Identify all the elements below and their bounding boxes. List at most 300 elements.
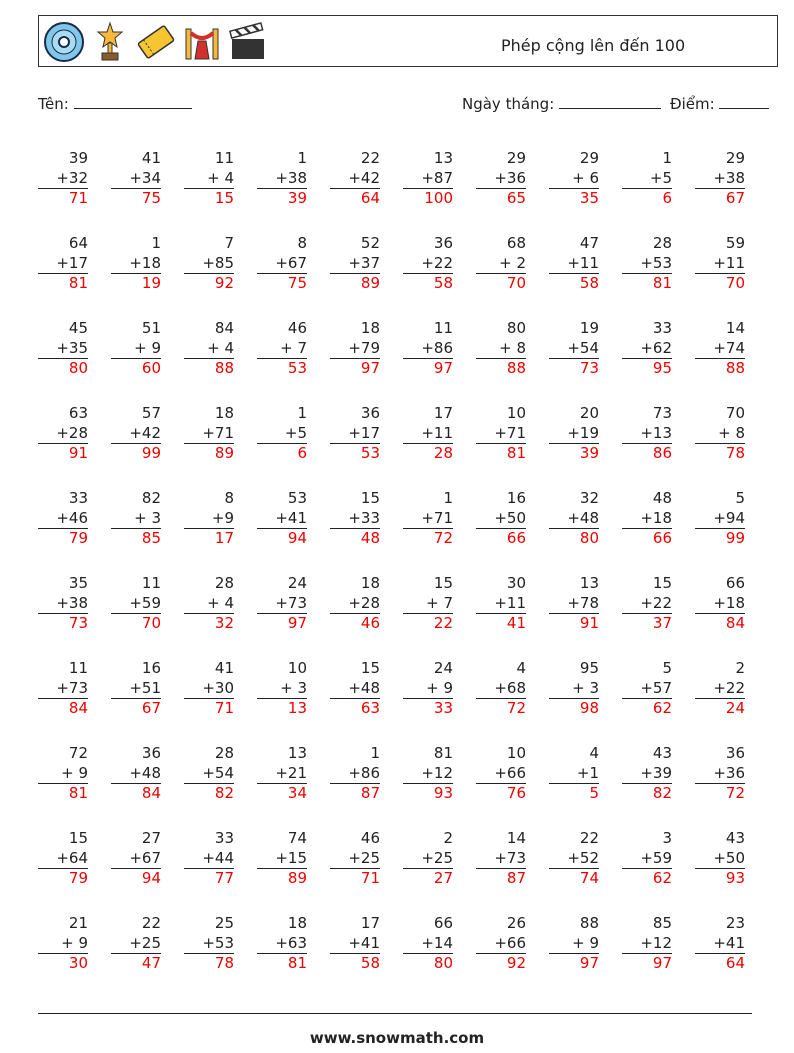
addition-problem [330, 319, 380, 379]
addition-problem [549, 744, 599, 804]
top-addend: 36 [137, 744, 161, 762]
problem-row [38, 319, 762, 404]
answer: 89 [283, 869, 307, 887]
addition-problem [403, 489, 453, 549]
bottom-addend: + 9 [403, 679, 453, 700]
bottom-addend: +54 [549, 339, 599, 360]
top-addend: 13 [575, 574, 599, 592]
addition-problem [549, 404, 599, 464]
addition-problem [695, 489, 745, 549]
top-addend: 66 [429, 914, 453, 932]
addition-problem [549, 489, 599, 549]
top-addend: 5 [652, 659, 672, 677]
bottom-addend: +25 [403, 849, 453, 870]
score-field [670, 94, 769, 113]
top-addend: 28 [210, 574, 234, 592]
top-addend: 52 [356, 234, 380, 252]
addition-problem [622, 914, 672, 974]
bottom-addend: +36 [695, 764, 745, 785]
addition-problem [403, 234, 453, 294]
addition-problem [111, 574, 161, 634]
addition-problem [695, 404, 745, 464]
addition-problem [622, 404, 672, 464]
addition-problem [38, 319, 88, 379]
top-addend: 46 [356, 829, 380, 847]
answer: 97 [648, 954, 672, 972]
bottom-addend: +79 [330, 339, 380, 360]
answer: 92 [210, 274, 234, 292]
top-addend: 64 [64, 234, 88, 252]
addition-problem [257, 489, 307, 549]
addition-problem [257, 234, 307, 294]
addition-problem [111, 914, 161, 974]
bottom-addend: +42 [330, 169, 380, 190]
addition-problem [257, 404, 307, 464]
answer: 95 [648, 359, 672, 377]
bottom-addend: +12 [622, 934, 672, 955]
answer: 64 [721, 954, 745, 972]
bottom-addend: +51 [111, 679, 161, 700]
answer: 67 [721, 189, 745, 207]
bottom-addend: +57 [622, 679, 672, 700]
answer: 84 [137, 784, 161, 802]
top-addend: 41 [137, 149, 161, 167]
top-addend: 15 [64, 829, 88, 847]
bottom-addend: + 9 [549, 934, 599, 955]
addition-problem [622, 234, 672, 294]
top-addend: 17 [429, 404, 453, 422]
top-addend: 88 [575, 914, 599, 932]
answer: 17 [210, 529, 234, 547]
answer: 73 [64, 614, 88, 632]
answer: 58 [429, 274, 453, 292]
answer: 92 [502, 954, 526, 972]
answer: 67 [137, 699, 161, 717]
addition-problem [330, 829, 380, 889]
top-addend: 84 [210, 319, 234, 337]
top-addend: 33 [64, 489, 88, 507]
name-label: Tên: [38, 95, 69, 113]
top-addend: 24 [283, 574, 307, 592]
bottom-addend: + 8 [695, 424, 745, 445]
top-addend: 41 [210, 659, 234, 677]
addition-problem [476, 659, 526, 719]
date-blank [559, 94, 661, 109]
addition-problem [549, 659, 599, 719]
top-addend: 27 [137, 829, 161, 847]
bottom-addend: +94 [695, 509, 745, 530]
problem-row [38, 149, 762, 234]
answer: 53 [356, 444, 380, 462]
answer: 88 [502, 359, 526, 377]
bottom-addend: + 4 [184, 169, 234, 190]
top-addend: 28 [210, 744, 234, 762]
addition-problem [330, 744, 380, 804]
footer-divider [38, 1013, 752, 1014]
top-addend: 11 [210, 149, 234, 167]
bottom-addend: +73 [257, 594, 307, 615]
addition-problem [38, 234, 88, 294]
bottom-addend: +18 [111, 254, 161, 275]
red-carpet-icon [181, 21, 223, 63]
bottom-addend: +28 [330, 594, 380, 615]
bottom-addend: +48 [111, 764, 161, 785]
top-addend: 1 [433, 489, 453, 507]
top-addend: 53 [283, 489, 307, 507]
bottom-addend: +22 [695, 679, 745, 700]
problem-row [38, 744, 762, 829]
bottom-addend: +33 [330, 509, 380, 530]
addition-problem [111, 744, 161, 804]
addition-problem [38, 744, 88, 804]
answer: 70 [502, 274, 526, 292]
bottom-addend: +15 [257, 849, 307, 870]
addition-problem [257, 914, 307, 974]
answer: 24 [721, 699, 745, 717]
answer: 89 [356, 274, 380, 292]
problem-row [38, 234, 762, 319]
answer: 13 [283, 699, 307, 717]
bottom-addend: +52 [549, 849, 599, 870]
addition-problem [184, 149, 234, 209]
problem-row [38, 574, 762, 659]
answer: 47 [137, 954, 161, 972]
top-addend: 28 [648, 234, 672, 252]
top-addend: 48 [648, 489, 672, 507]
bottom-addend: + 9 [38, 764, 88, 785]
addition-problem [38, 914, 88, 974]
addition-problem [38, 489, 88, 549]
addition-problem [111, 659, 161, 719]
top-addend: 70 [721, 404, 745, 422]
addition-problem [622, 149, 672, 209]
addition-problem [476, 149, 526, 209]
answer: 70 [137, 614, 161, 632]
top-addend: 4 [584, 744, 599, 762]
answer: 72 [721, 784, 745, 802]
top-addend: 16 [137, 659, 161, 677]
addition-problem [257, 319, 307, 379]
addition-problem [476, 829, 526, 889]
answer: 19 [137, 274, 161, 292]
top-addend: 63 [64, 404, 88, 422]
addition-problem [695, 914, 745, 974]
addition-problem [257, 149, 307, 209]
answer: 65 [502, 189, 526, 207]
bottom-addend: +59 [622, 849, 672, 870]
addition-problem [549, 829, 599, 889]
addition-problem [403, 914, 453, 974]
bottom-addend: +13 [622, 424, 672, 445]
top-addend: 30 [502, 574, 526, 592]
bottom-addend: + 3 [549, 679, 599, 700]
problem-row [38, 489, 762, 574]
bottom-addend: +48 [549, 509, 599, 530]
top-addend: 21 [64, 914, 88, 932]
top-addend: 11 [137, 574, 161, 592]
answer: 97 [429, 359, 453, 377]
bottom-addend: +67 [257, 254, 307, 275]
answer: 89 [210, 444, 234, 462]
top-addend: 32 [575, 489, 599, 507]
bottom-addend: +18 [695, 594, 745, 615]
bottom-addend: +78 [549, 594, 599, 615]
addition-problem [695, 659, 745, 719]
top-addend: 29 [721, 149, 745, 167]
answer: 33 [429, 699, 453, 717]
bottom-addend: +12 [403, 764, 453, 785]
bottom-addend: +74 [695, 339, 745, 360]
top-addend: 22 [575, 829, 599, 847]
answer: 35 [575, 189, 599, 207]
top-addend: 15 [356, 659, 380, 677]
top-addend: 17 [356, 914, 380, 932]
addition-problem [695, 319, 745, 379]
addition-problem [549, 149, 599, 209]
top-addend: 35 [64, 574, 88, 592]
answer: 91 [575, 614, 599, 632]
bottom-addend: + 2 [476, 254, 526, 275]
top-addend: 85 [648, 914, 672, 932]
cd-disc-icon [43, 21, 85, 63]
answer: 78 [721, 444, 745, 462]
addition-problem [257, 829, 307, 889]
bottom-addend: +54 [184, 764, 234, 785]
bottom-addend: +41 [330, 934, 380, 955]
bottom-addend: + 9 [111, 339, 161, 360]
addition-problem [476, 914, 526, 974]
answer: 34 [283, 784, 307, 802]
addition-problem [403, 149, 453, 209]
addition-problem [111, 829, 161, 889]
addition-problem [257, 744, 307, 804]
bottom-addend: + 7 [403, 594, 453, 615]
addition-problem [695, 574, 745, 634]
bottom-addend: +44 [184, 849, 234, 870]
top-addend: 43 [648, 744, 672, 762]
bottom-addend: +53 [184, 934, 234, 955]
top-addend: 24 [429, 659, 453, 677]
bottom-addend: +5 [257, 424, 307, 445]
bottom-addend: +39 [622, 764, 672, 785]
addition-problem [38, 574, 88, 634]
answer: 91 [64, 444, 88, 462]
top-addend: 16 [502, 489, 526, 507]
cinema-ticket-icon [135, 21, 177, 63]
addition-problem [111, 149, 161, 209]
header-box [38, 15, 778, 67]
answer: 66 [648, 529, 672, 547]
bottom-addend: + 9 [38, 934, 88, 955]
bottom-addend: +11 [476, 594, 526, 615]
bottom-addend: +85 [184, 254, 234, 275]
top-addend: 68 [502, 234, 526, 252]
top-addend: 33 [210, 829, 234, 847]
top-addend: 1 [287, 149, 307, 167]
bottom-addend: +17 [38, 254, 88, 275]
bottom-addend: +19 [549, 424, 599, 445]
top-addend: 11 [429, 319, 453, 337]
top-addend: 36 [429, 234, 453, 252]
addition-problem [38, 659, 88, 719]
answer: 81 [64, 784, 88, 802]
addition-problem [403, 404, 453, 464]
date-label: Ngày tháng: [462, 95, 555, 113]
top-addend: 22 [137, 914, 161, 932]
bottom-addend: +62 [622, 339, 672, 360]
bottom-addend: +18 [622, 509, 672, 530]
answer: 84 [64, 699, 88, 717]
top-addend: 11 [64, 659, 88, 677]
top-addend: 22 [356, 149, 380, 167]
top-addend: 14 [721, 319, 745, 337]
top-addend: 2 [725, 659, 745, 677]
top-addend: 81 [429, 744, 453, 762]
problem-row [38, 829, 762, 914]
answer: 32 [210, 614, 234, 632]
bottom-addend: +48 [330, 679, 380, 700]
bottom-addend: +37 [330, 254, 380, 275]
addition-problem [184, 234, 234, 294]
bottom-addend: +67 [111, 849, 161, 870]
addition-problem [184, 574, 234, 634]
answer: 76 [502, 784, 526, 802]
top-addend: 1 [657, 149, 672, 167]
addition-problem [330, 149, 380, 209]
top-addend: 2 [433, 829, 453, 847]
answer: 71 [64, 189, 88, 207]
bottom-addend: +14 [403, 934, 453, 955]
answer: 97 [356, 359, 380, 377]
top-addend: 18 [356, 574, 380, 592]
answer: 93 [429, 784, 453, 802]
top-addend: 15 [429, 574, 453, 592]
answer: 30 [64, 954, 88, 972]
top-addend: 14 [502, 829, 526, 847]
bottom-addend: +86 [403, 339, 453, 360]
top-addend: 1 [360, 744, 380, 762]
bottom-addend: +53 [622, 254, 672, 275]
answer: 97 [575, 954, 599, 972]
answer: 88 [210, 359, 234, 377]
answer: 81 [64, 274, 88, 292]
answer: 72 [502, 699, 526, 717]
addition-problem [111, 489, 161, 549]
bottom-addend: + 8 [476, 339, 526, 360]
worksheet-title: Phép cộng lên đến 100 [501, 36, 686, 55]
score-blank [719, 94, 769, 109]
bottom-addend: +22 [403, 254, 453, 275]
bottom-addend: +66 [476, 764, 526, 785]
addition-problem [330, 914, 380, 974]
top-addend: 13 [283, 744, 307, 762]
answer: 87 [356, 784, 380, 802]
answer: 58 [356, 954, 380, 972]
top-addend: 33 [648, 319, 672, 337]
answer: 39 [283, 189, 307, 207]
addition-problem [403, 659, 453, 719]
answer: 93 [721, 869, 745, 887]
bottom-addend: +38 [38, 594, 88, 615]
answer: 53 [283, 359, 307, 377]
answer: 71 [356, 869, 380, 887]
problem-row [38, 914, 762, 999]
bottom-addend: +38 [695, 169, 745, 190]
top-addend: 51 [137, 319, 161, 337]
problem-row [38, 404, 762, 489]
addition-problem [330, 489, 380, 549]
addition-problem [111, 319, 161, 379]
top-addend: 39 [64, 149, 88, 167]
bottom-addend: + 7 [257, 339, 307, 360]
answer: 6 [292, 444, 307, 462]
bottom-addend: +73 [476, 849, 526, 870]
answer: 81 [283, 954, 307, 972]
top-addend: 74 [283, 829, 307, 847]
top-addend: 20 [575, 404, 599, 422]
answer: 39 [575, 444, 599, 462]
top-addend: 15 [356, 489, 380, 507]
addition-problem [622, 319, 672, 379]
addition-problem [695, 829, 745, 889]
addition-problem [257, 574, 307, 634]
addition-problem [622, 489, 672, 549]
bottom-addend: +71 [184, 424, 234, 445]
addition-problem [476, 574, 526, 634]
top-addend: 73 [648, 404, 672, 422]
answer: 100 [424, 189, 453, 207]
addition-problem [184, 659, 234, 719]
bottom-addend: +11 [695, 254, 745, 275]
score-label: Điểm: [670, 95, 715, 113]
addition-problem [403, 574, 453, 634]
bottom-addend: +9 [184, 509, 234, 530]
star-trophy-icon [89, 21, 131, 63]
bottom-addend: +59 [111, 594, 161, 615]
addition-problem [695, 149, 745, 209]
addition-problem [184, 489, 234, 549]
top-addend: 43 [721, 829, 745, 847]
answer: 80 [575, 529, 599, 547]
top-addend: 25 [210, 914, 234, 932]
answer: 66 [502, 529, 526, 547]
bottom-addend: +1 [549, 764, 599, 785]
addition-problem [38, 829, 88, 889]
top-addend: 29 [502, 149, 526, 167]
top-addend: 18 [283, 914, 307, 932]
addition-problem [330, 234, 380, 294]
answer: 85 [137, 529, 161, 547]
bottom-addend: +22 [622, 594, 672, 615]
top-addend: 13 [429, 149, 453, 167]
addition-problem [257, 659, 307, 719]
top-addend: 5 [725, 489, 745, 507]
bottom-addend: +68 [476, 679, 526, 700]
addition-problem [184, 744, 234, 804]
answer: 80 [64, 359, 88, 377]
top-addend: 29 [575, 149, 599, 167]
answer: 97 [283, 614, 307, 632]
date-field [462, 94, 661, 113]
bottom-addend: +64 [38, 849, 88, 870]
addition-problem [184, 914, 234, 974]
name-blank [74, 94, 192, 109]
bottom-addend: +35 [38, 339, 88, 360]
top-addend: 4 [506, 659, 526, 677]
addition-problem [184, 404, 234, 464]
problem-row [38, 659, 762, 744]
answer: 78 [210, 954, 234, 972]
